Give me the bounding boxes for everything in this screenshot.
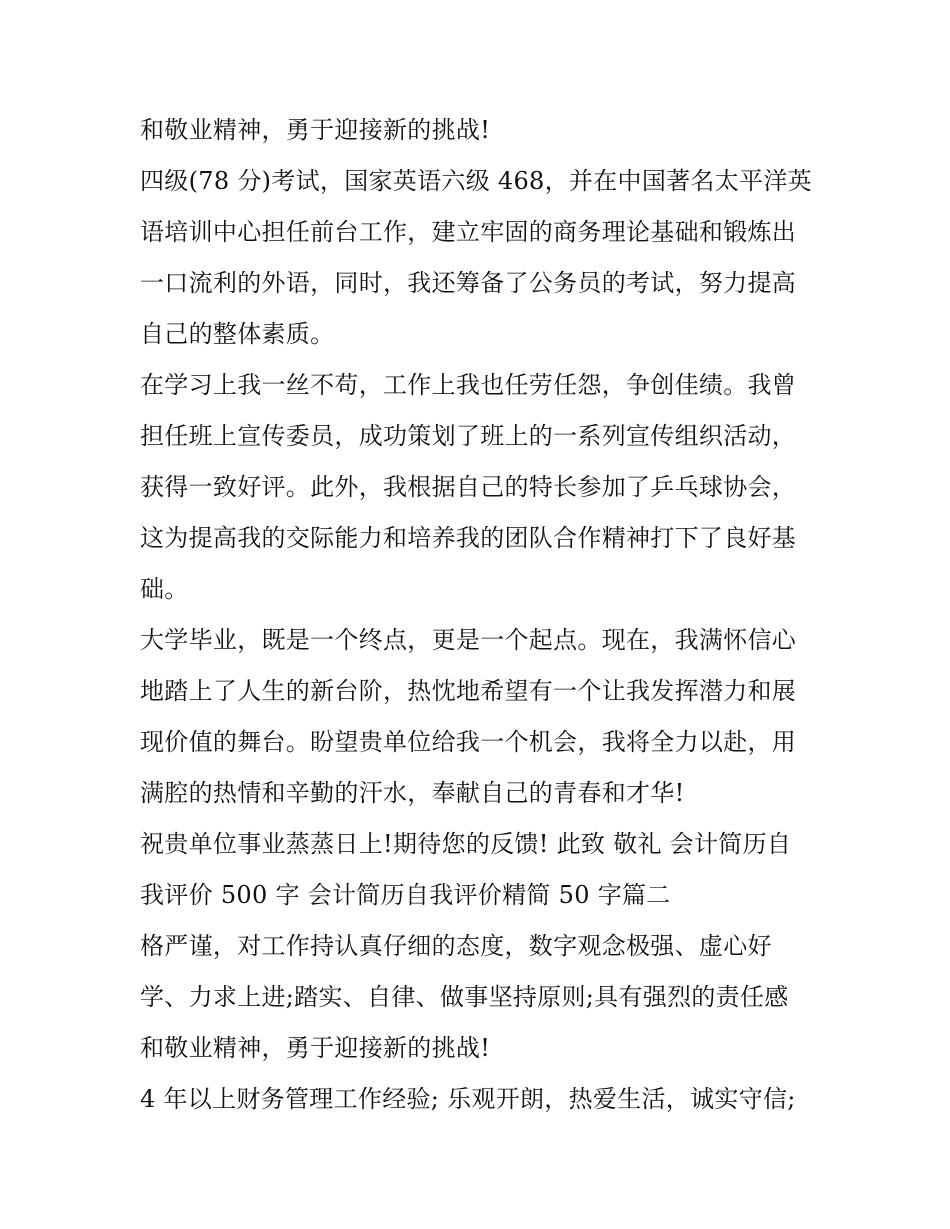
text-line: 满腔的热情和辛勤的汗水，奉献自己的青春和才华! — [140, 779, 685, 807]
text-line: 地踏上了人生的新台阶，热忱地希望有一个让我发挥潜力和展 — [140, 677, 797, 705]
text-line: 础。 — [140, 575, 189, 603]
text-line: 四级(78 分)考试，国家英语六级 468，并在中国著名太平洋英 — [140, 167, 812, 195]
text-line: 自己的整体素质。 — [140, 320, 335, 348]
text-line: 担任班上宣传委员，成功策划了班上的一系列宣传组织活动， — [140, 422, 797, 450]
text-line: 获得一致好评。此外，我根据自己的特长参加了乒乓球协会， — [140, 473, 797, 501]
text-line: 语培训中心担任前台工作，建立牢固的商务理论基础和锻炼出 — [140, 218, 797, 246]
text-line: 在学习上我一丝不苟，工作上我也任劳任怨，争创佳绩。我曾 — [140, 371, 797, 399]
text-line: 和敬业精神，勇于迎接新的挑战! — [140, 1034, 491, 1062]
text-line: 这为提高我的交际能力和培养我的团队合作精神打下了良好基 — [140, 524, 797, 552]
text-line: 大学毕业，既是一个终点，更是一个起点。现在，我满怀信心 — [140, 626, 797, 654]
text-line: 我评价 500 字 会计简历自我评价精简 50 字篇二 — [140, 881, 671, 909]
text-line: 现价值的舞台。盼望贵单位给我一个机会，我将全力以赴，用 — [140, 728, 797, 756]
text-line: 格严谨，对工作持认真仔细的态度，数字观念极强、虚心好 — [140, 932, 772, 960]
text-line: 一口流利的外语，同时，我还筹备了公务员的考试，努力提高 — [140, 269, 797, 297]
text-line: 和敬业精神，勇于迎接新的挑战! — [140, 116, 491, 144]
text-line: 4 年以上财务管理工作经验; 乐观开朗，热爱生活，诚实守信; — [140, 1085, 796, 1113]
text-line: 学、力求上进;踏实、自律、做事坚持原则;具有强烈的责任感 — [140, 983, 789, 1011]
text-line: 祝贵单位事业蒸蒸日上!期待您的反馈! 此致 敬礼 会计简历自 — [140, 830, 792, 858]
